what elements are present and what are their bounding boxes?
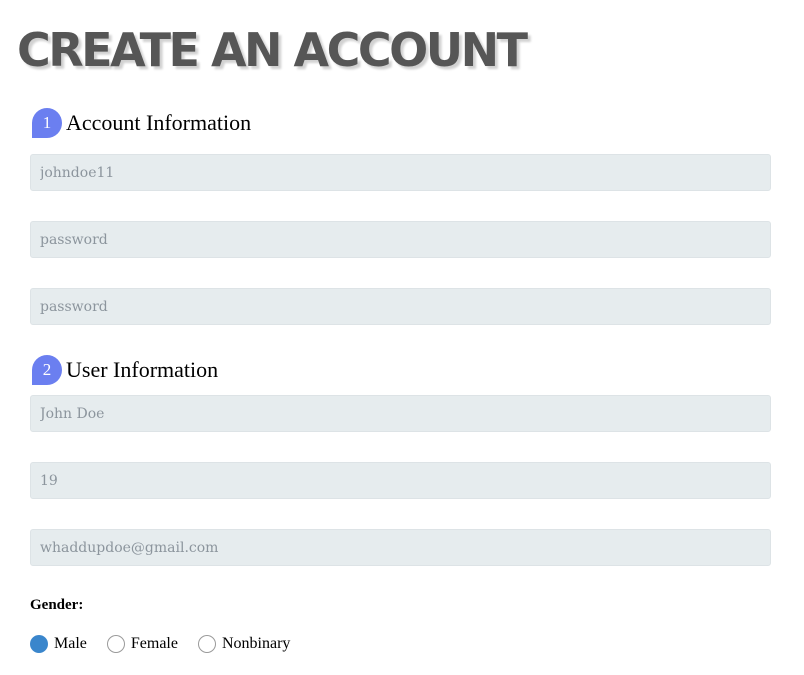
password-input[interactable] [30, 221, 771, 258]
page-title: CREATE AN ACCOUNT [17, 23, 526, 77]
step-badge-1: 1 [32, 108, 62, 138]
step-badge-2: 2 [32, 355, 62, 385]
gender-radio-group [30, 633, 310, 655]
gender-option-male[interactable] [30, 635, 87, 653]
radio-female[interactable] [107, 635, 125, 653]
user-info-heading [32, 355, 218, 385]
account-info-label: Account Information [66, 110, 252, 135]
confirm-password-input[interactable] [30, 288, 771, 325]
gender-option-female[interactable] [107, 635, 178, 653]
radio-male[interactable] [30, 635, 48, 653]
email-input[interactable] [30, 529, 771, 566]
user-info-label: User Information [66, 357, 219, 382]
radio-female-label: Female [130, 635, 178, 652]
account-info-heading [32, 108, 251, 138]
age-input[interactable] [30, 462, 771, 499]
radio-male-label: Male [54, 635, 87, 652]
gender-label: Gender: [30, 597, 84, 613]
username-input[interactable] [30, 154, 771, 191]
radio-nonbinary[interactable] [198, 635, 216, 653]
gender-option-nonbinary[interactable] [198, 635, 290, 653]
full-name-input[interactable] [30, 395, 771, 432]
radio-nonbinary-label: Nonbinary [221, 635, 291, 652]
